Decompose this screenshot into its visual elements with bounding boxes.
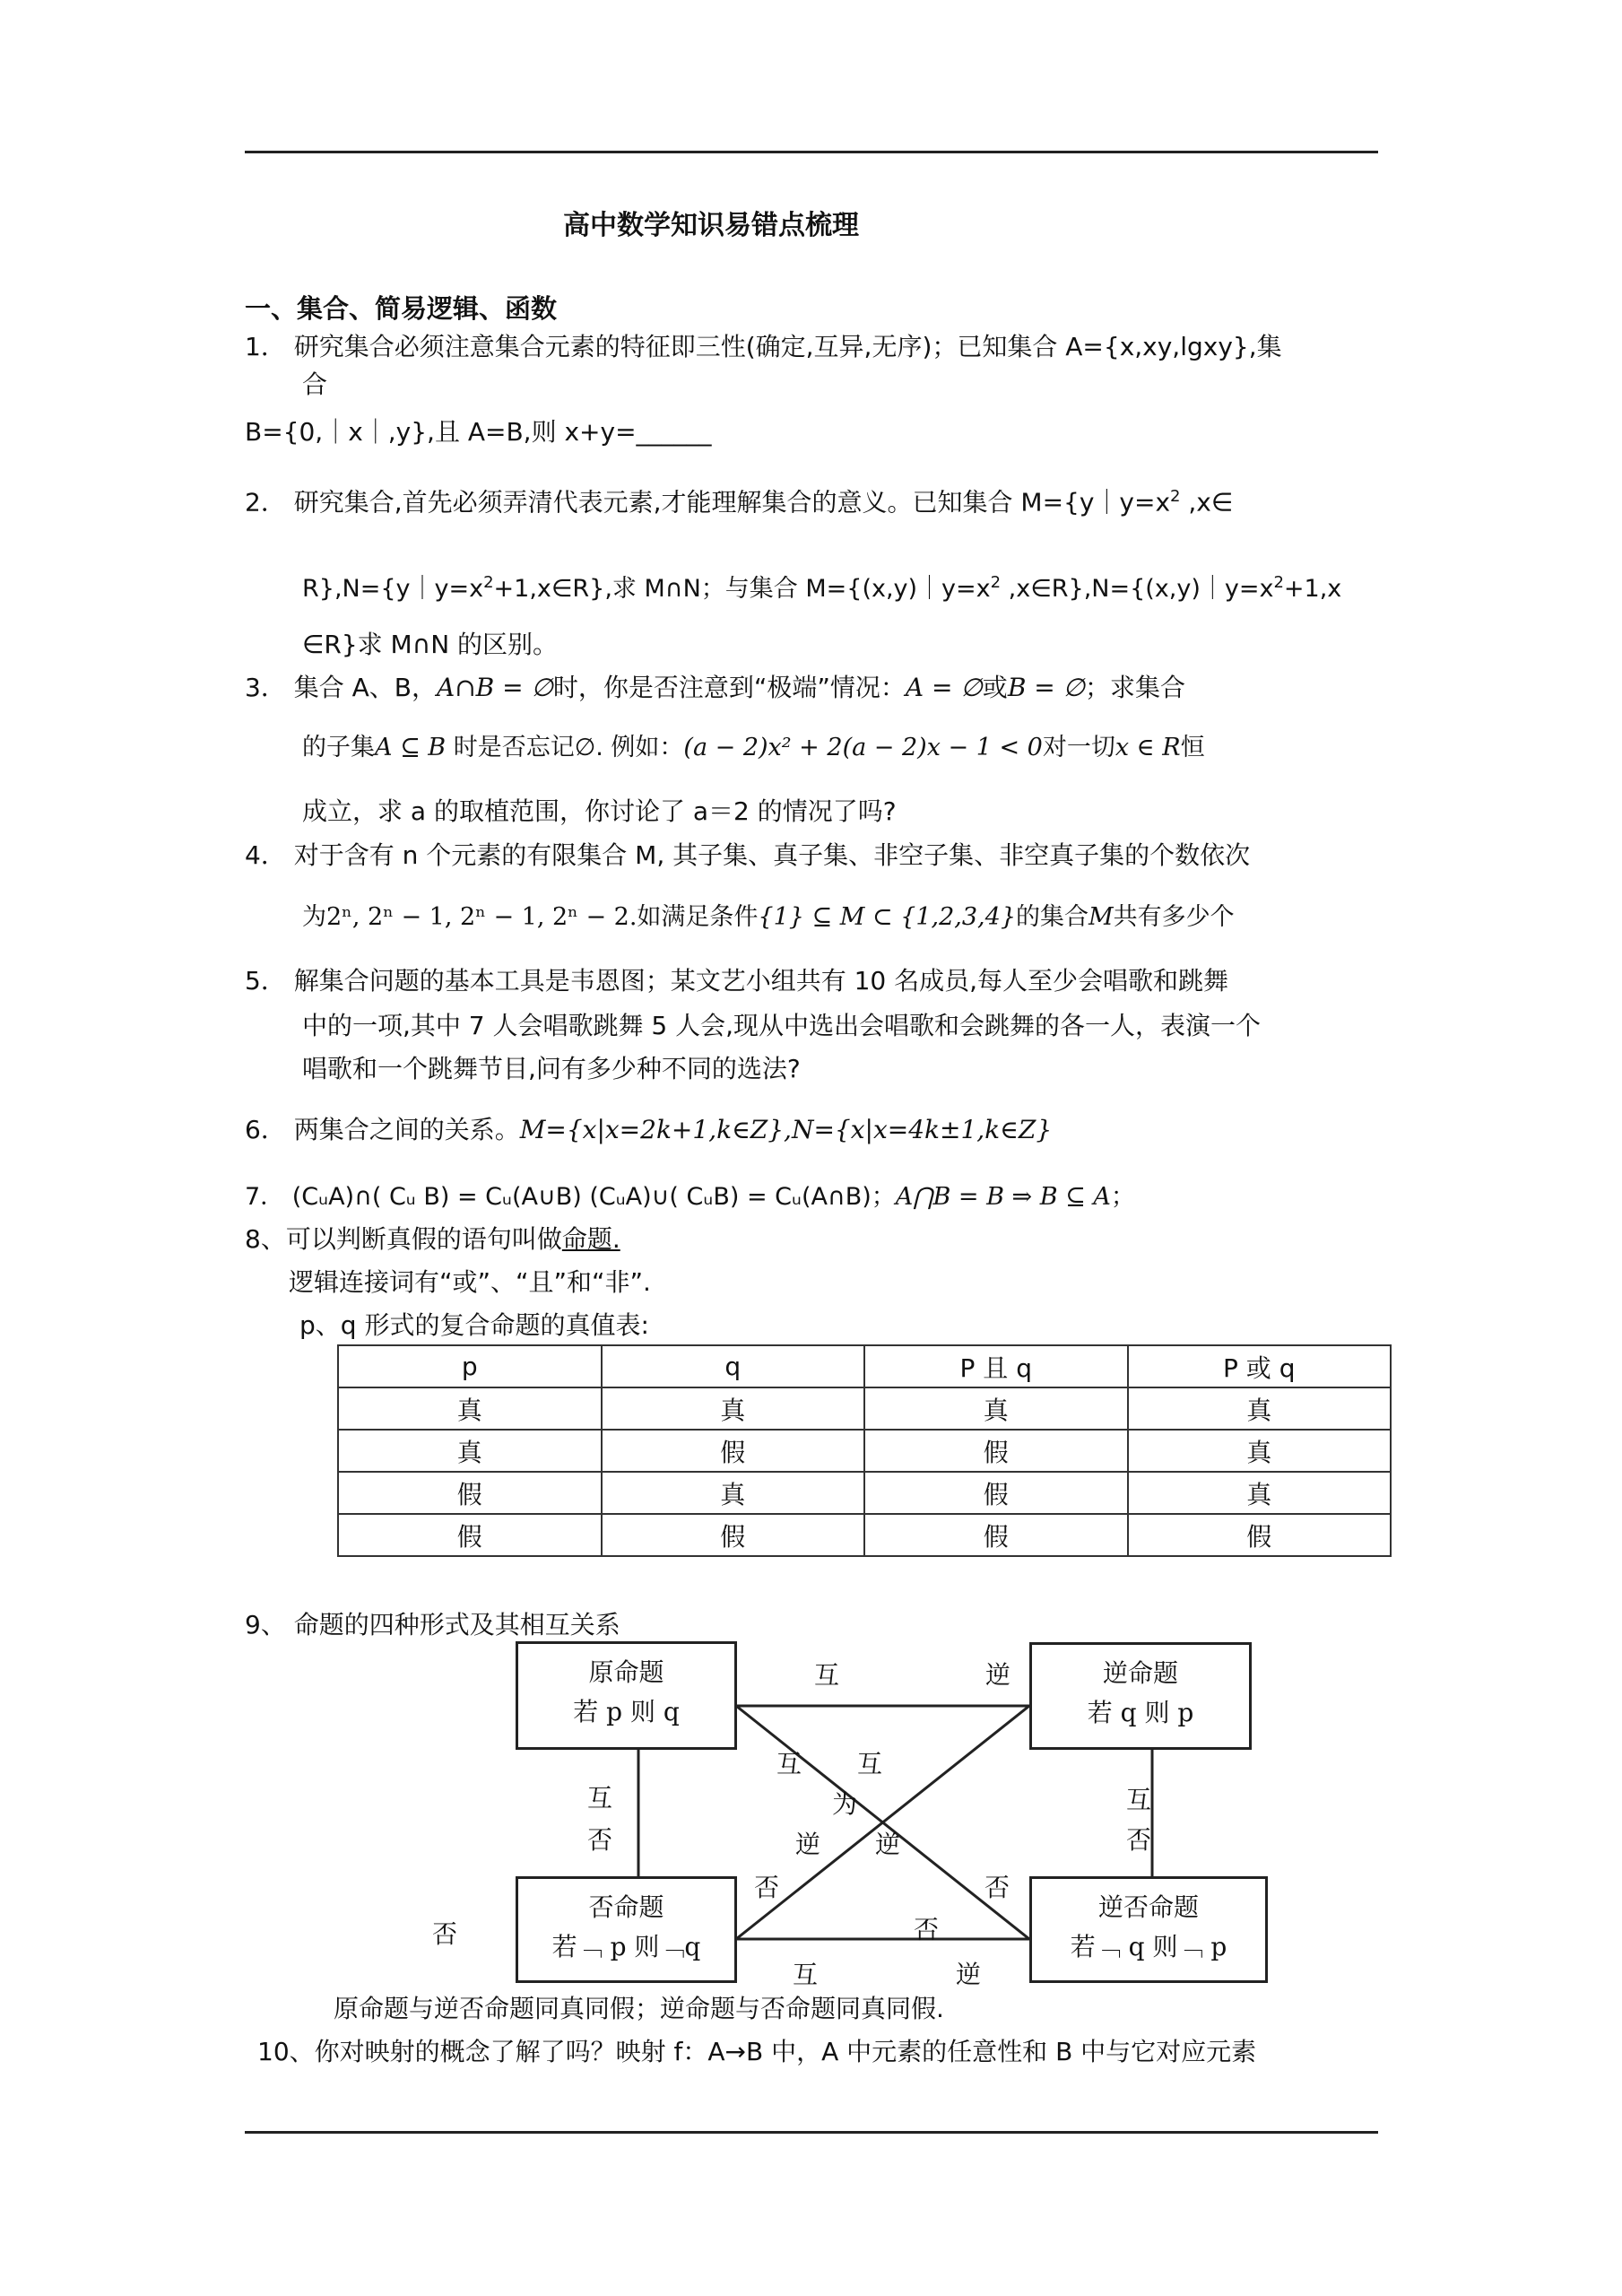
truth-table-cell: 假	[602, 1430, 865, 1472]
item-4-line-1: 4． 对于含有 n 个元素的有限集合 M, 其子集、真子集、非空子集、非空真子集的个数依次	[245, 840, 1251, 870]
item-5-line-2: 中的一项,其中 7 人会唱歌跳舞 5 人会,现从中选出会唱歌和会跳舞的各一人，表演一个	[302, 1011, 1262, 1040]
item-8-text: 8、可以判断真假的语句叫做	[245, 1224, 562, 1254]
item-3-math-b3: x ∈ R	[1115, 734, 1181, 761]
item-3-text-b1: 的子集	[302, 734, 375, 761]
item-2-text-a-end: ,x∈	[1180, 487, 1234, 517]
item-4-math-b3: M	[1089, 903, 1114, 931]
item-4-text-b2: 如满足条件	[637, 903, 759, 931]
item-3-text-a3: 或	[982, 673, 1008, 702]
label-top-hu: 互	[814, 1660, 840, 1690]
item-5-line-1: 5． 解集合问题的基本工具是韦恩图；某文艺小组共有 10 名成员,每人至少会唱歌和跳舞	[245, 966, 1229, 996]
item-4-text-b4: 共有多少个	[1113, 903, 1235, 931]
diagram-conclusion: 原命题与逆否命题同真同假；逆命题与否命题同真同假.	[334, 1994, 944, 2023]
item-7-math: A⋂B = B ⇒ B ⊆ A	[895, 1183, 1111, 1211]
truth-table-cell: 假	[864, 1430, 1128, 1472]
item-3-line-3: 成立，求 a 的取植范围，你讨论了 a＝2 的情况了吗?	[302, 796, 897, 826]
item-1-line-1: 1． 研究集合必须注意集合元素的特征即三性(确定,互异,无序)；已知集合 A={x,xy,lgxy},集	[245, 332, 1282, 361]
item-6-math: M={x|x=2k+1,k∈Z},N={x|x=4k±1,k∈Z}	[519, 1115, 1053, 1144]
truth-table-cell: 假	[864, 1514, 1128, 1556]
label-x-wei: 为	[832, 1789, 858, 1819]
item-3-text-a2: 时，你是否注意到“极端”情况：	[552, 673, 906, 702]
item-2-text-b4: +1,x	[1283, 575, 1342, 603]
truth-table-cell: 真	[1128, 1472, 1392, 1514]
truth-table-cell: 真	[602, 1387, 865, 1430]
item-4-text-b3: 的集合	[1016, 903, 1089, 931]
contrapositive-proposition-box	[1029, 1876, 1268, 1983]
box-form: 若 p 则 q	[573, 1697, 680, 1726]
label-x-ni-1: 逆	[795, 1830, 821, 1859]
footer-rule	[245, 2131, 1378, 2134]
label-top-ni: 逆	[985, 1660, 1011, 1690]
inverse-proposition-box	[516, 1876, 737, 1983]
box-title: 原命题	[588, 1657, 664, 1687]
item-3-math-a1: A∩B = ∅	[436, 673, 553, 702]
label-mid-fou: 否	[914, 1915, 940, 1944]
truth-table-header: p	[338, 1345, 602, 1387]
label-left-hu: 互	[587, 1783, 613, 1813]
truth-table-cell: 假	[864, 1472, 1128, 1514]
item-2-sup-b2: 2	[990, 573, 1002, 592]
item-3-math-b2: (a − 2)x² + 2(a − 2)x − 1 < 0	[683, 734, 1043, 761]
item-3-math-b1: A ⊆ B	[375, 734, 447, 761]
item-8-underlined-term: 命题.	[561, 1224, 620, 1254]
label-x-fou-2: 否	[984, 1873, 1010, 1902]
label-left-fou: 否	[587, 1825, 613, 1855]
truth-table-header: P 且 q	[864, 1345, 1128, 1387]
truth-table-header: P 或 q	[1128, 1345, 1392, 1387]
item-3-math-a2: A = ∅	[905, 673, 983, 702]
item-2-sup-b1: 2	[483, 573, 494, 592]
truth-table-cell: 真	[1128, 1387, 1392, 1430]
truth-table-cell: 真	[338, 1387, 602, 1430]
box-title: 否命题	[588, 1892, 664, 1922]
item-2-text-b1: R},N={y｜y=x	[302, 575, 484, 603]
item-8-line-3: p、q 形式的复合命题的真值表:	[299, 1310, 649, 1340]
label-right-fou: 否	[1126, 1825, 1152, 1855]
label-x-fou-1: 否	[754, 1873, 780, 1902]
truth-table-cell: 假	[602, 1514, 865, 1556]
item-2-text-a: 2． 研究集合,首先必须弄清代表元素,才能理解集合的意义。已知集合 M={y｜y=x	[245, 487, 1171, 517]
document-title: 高中数学知识易错点梳理	[563, 210, 859, 241]
item-2-text-b3: ,x∈R},N={(x,y)｜y=x	[1001, 575, 1274, 603]
box-form: 若﹁ p 则﹁q	[551, 1932, 701, 1961]
truth-table-cell: 真	[1128, 1430, 1392, 1472]
item-3-text-a4: ；求集合	[1085, 673, 1186, 702]
label-bottom-ni: 逆	[956, 1960, 982, 1989]
item-2-sup-b3: 2	[1273, 573, 1284, 592]
truth-table-cell: 真	[602, 1472, 865, 1514]
truth-table-cell: 假	[1128, 1514, 1392, 1556]
label-bottom-hu: 互	[793, 1960, 819, 1989]
truth-table-cell: 真	[338, 1430, 602, 1472]
item-4-math-b1: 2ⁿ, 2ⁿ − 1, 2ⁿ − 1, 2ⁿ − 2.	[326, 903, 638, 931]
item-7-end: ；	[1110, 1183, 1135, 1211]
item-4-math-b2: {1} ⊆ M ⊂ {1,2,3,4}	[758, 903, 1016, 931]
converse-proposition-box	[1029, 1642, 1252, 1750]
item-5-line-3: 唱歌和一个跳舞节目,问有多少种不同的选法?	[302, 1054, 801, 1083]
item-1-line-3: B={0,｜x｜,y},且 A=B,则 x+y=______	[245, 417, 712, 447]
item-7-text: 7． (CᵤA)∩( Cᵤ B) = Cᵤ(A∪B) (CᵤA)∪( CᵤB) = Cᵤ(A∩B)；	[245, 1183, 896, 1211]
item-4-text-b1: 为	[302, 903, 326, 931]
item-3-text-a1: 3． 集合 A、B，	[245, 673, 437, 702]
item-2-text-b2: +1,x∈R},求 M∩N；与集合 M={(x,y)｜y=x	[493, 575, 991, 603]
item-3-text-b4: 恒	[1180, 734, 1205, 761]
box-title: 逆否命题	[1097, 1892, 1199, 1922]
item-3-math-a3: B = ∅	[1007, 673, 1086, 702]
item-8-line-2: 逻辑连接词有“或”、“且”和“非”.	[289, 1267, 651, 1297]
truth-table-cell: 假	[338, 1514, 602, 1556]
label-x-ni-2: 逆	[875, 1830, 901, 1859]
original-proposition-box	[516, 1641, 737, 1750]
label-right-hu: 互	[1126, 1785, 1152, 1814]
item-3-text-b3: 对一切	[1042, 734, 1115, 761]
item-10-line: 10、你对映射的概念了解了吗？映射 f：A→B 中，A 中元素的任意性和 B 中与它对应元素	[257, 2037, 1257, 2066]
item-2-sup-a: 2	[1170, 487, 1181, 506]
item-2-line-3: ∈R}求 M∩N 的区别。	[302, 630, 559, 659]
label-x-hu-2: 互	[857, 1749, 883, 1779]
item-3-text-b2: 时是否忘记∅. 例如：	[446, 734, 684, 761]
label-x-hu-1: 互	[776, 1749, 802, 1779]
item-9-heading: 9、 命题的四种形式及其相互关系	[245, 1610, 620, 1639]
section-heading: 一、集合、简易逻辑、函数	[245, 293, 558, 324]
box-form: 若 q 则 p	[1087, 1698, 1194, 1727]
item-6-text: 6． 两集合之间的关系。	[245, 1115, 520, 1144]
truth-table-cell: 真	[864, 1387, 1128, 1430]
truth-table-header: q	[602, 1345, 865, 1387]
box-form: 若﹁ q 则﹁ p	[1070, 1932, 1227, 1961]
box-title: 逆命题	[1102, 1658, 1178, 1688]
truth-table-cell: 假	[338, 1472, 602, 1514]
label-far-left-fou: 否	[432, 1919, 458, 1949]
item-1-line-2: 合	[302, 370, 328, 399]
